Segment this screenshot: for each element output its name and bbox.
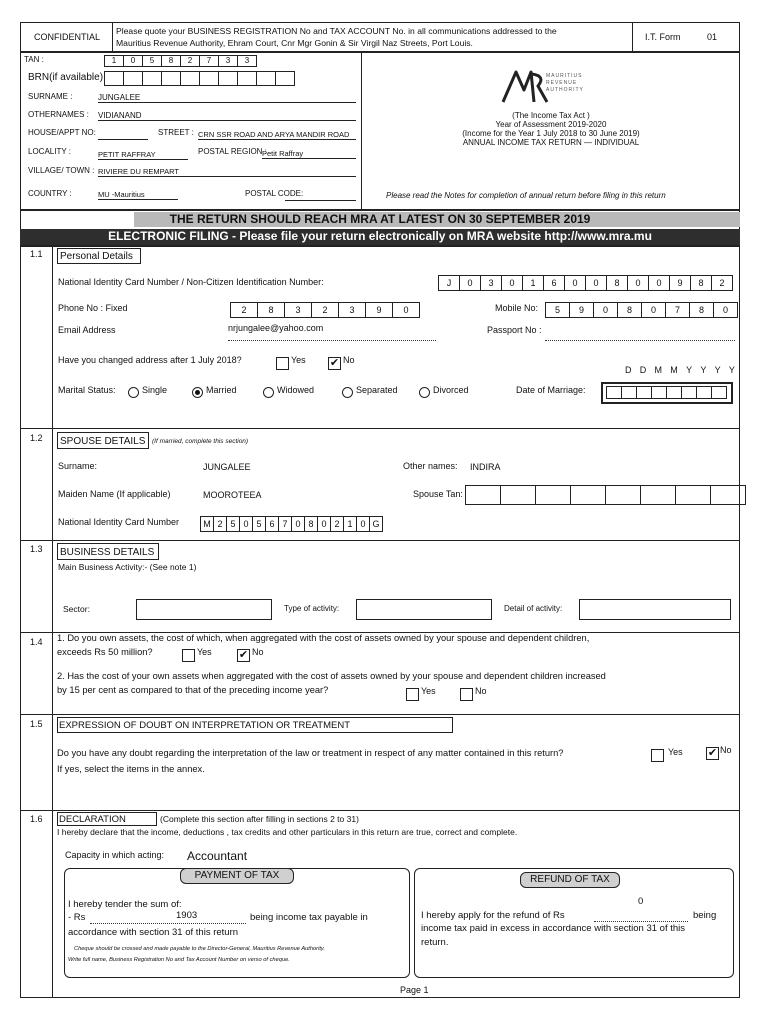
divorced-label: Divorced — [433, 385, 469, 395]
assets-q1-yes-checkbox[interactable] — [182, 649, 195, 662]
capacity-label: Capacity in which acting: — [65, 850, 165, 860]
refund-line3: return. — [421, 937, 449, 948]
email-label: Email Address — [58, 325, 116, 335]
detail-of-activity-label: Detail of activity: — [504, 604, 563, 613]
doubt-yes-label: Yes — [668, 747, 683, 757]
refund-line2: income tax paid in excess in accordance with section 31 of this — [421, 923, 686, 934]
spouse-tan-cells[interactable] — [465, 485, 746, 505]
type-of-activity-input[interactable] — [356, 599, 492, 620]
surname-label: SURNAME : — [28, 92, 73, 101]
tan-digit: 2 — [180, 55, 200, 67]
pay-line2: being income tax payable in — [250, 912, 368, 923]
nic-label: National Identity Card Number / Non-Citizen Identification Number: — [58, 277, 324, 287]
postal-code-label: POSTAL CODE: — [245, 189, 304, 198]
return-title: ANNUAL INCOME TAX RETURN — INDIVIDUAL — [462, 138, 640, 147]
address-yes-label: Yes — [291, 355, 306, 365]
section-1-3-number: 1.3 — [30, 544, 43, 554]
section-1-4-number: 1.4 — [30, 637, 43, 647]
house-label: HOUSE/APPT NO: — [28, 128, 96, 137]
street-value: CRN SSR ROAD AND ARYA MANDIR ROAD — [198, 131, 356, 140]
spouse-othernames-label: Other names: — [403, 461, 458, 471]
refund-amount: 0 — [638, 896, 644, 907]
tan-label: TAN : — [24, 55, 44, 64]
maiden-name-label: Maiden Name (If applicable) — [58, 489, 171, 499]
payment-title: PAYMENT OF TAX — [180, 868, 294, 884]
declaration-note: (Complete this section after filling in sections 2 to 31) — [160, 814, 359, 824]
mra-logo-line3: AUTHORITY — [546, 87, 584, 93]
mra-logo-mark-icon — [500, 66, 550, 106]
assets-q1-line1: 1. Do you own assets, the cost of which, when aggregated with the cost of assets owned by your spouse and dependent children, — [57, 633, 590, 643]
cheque-note-2: Write full name, Business Registration No and Tax Account Number on verso of cheque. — [68, 957, 290, 963]
tan-digit: 0 — [123, 55, 143, 67]
assets-q1-no-checkbox[interactable]: ✔ — [238, 649, 249, 661]
spouse-surname-label: Surname: — [58, 461, 98, 471]
separated-label: Separated — [356, 385, 398, 395]
pay-line3: accordance with section 31 of this return — [68, 927, 239, 938]
country-label: COUNTRY : — [28, 189, 72, 198]
nic-cells: J 0 3 0 1 6 0 0 8 0 0 9 8 2 — [438, 275, 733, 291]
doubt-title: EXPRESSION OF DOUBT ON INTERPRETATION OR TREATMENT — [59, 720, 351, 731]
marital-label: Marital Status: — [58, 385, 116, 395]
spouse-nic-label: National Identity Card Number — [58, 517, 180, 527]
address-no-label: No — [343, 355, 355, 365]
personal-details-label: Personal Details — [60, 251, 133, 262]
pay-amount: 1903 — [176, 910, 198, 921]
doubt-no-checkbox[interactable]: ✔ — [707, 747, 718, 759]
cheque-note-1: Cheque should be crossed and made payable to the Director-General, Mauritius Revenue Authority. — [74, 946, 325, 952]
tan-digit: 1 — [104, 55, 124, 67]
spouse-othernames: INDIRA — [470, 462, 501, 472]
doubt-question: Do you have any doubt regarding the interpretation of the law or treatment in respect of any matter contained in this return? — [57, 748, 564, 758]
brn-label: BRN(if available) — [28, 72, 104, 83]
assets-q1-no-label: No — [252, 647, 264, 657]
pay-line1: I hereby tender the sum of: — [68, 899, 182, 910]
business-title: BUSINESS DETAILS — [60, 547, 155, 558]
section-1-2-number: 1.2 — [30, 433, 43, 443]
mobile-cells: 5 9 0 8 0 7 8 0 — [545, 302, 738, 318]
assets-q1-line2: exceeds Rs 50 million? — [57, 647, 153, 657]
mobile-label: Mobile No: — [495, 303, 539, 313]
pay-rs-label: - Rs — [68, 912, 86, 923]
mra-logo-line1: MAURITIUS — [546, 73, 583, 79]
address-yes-checkbox[interactable] — [276, 357, 289, 370]
income-year: (Income for the Year 1 July 2018 to 30 June 2019) — [462, 129, 640, 138]
efiling-banner: ELECTRONIC FILING - Please file your return electronically on MRA website http://www.mra.mu — [108, 229, 652, 243]
widowed-label: Widowed — [277, 385, 315, 395]
header-notice-2: Mauritius Revenue Authority, Ehram Court, Cnr Mgr Gonin & Sir Virgil Naz Streets, Port Louis. — [116, 38, 473, 48]
deadline-banner: THE RETURN SHOULD REACH MRA AT LATEST ON 30 SEPTEMBER 2019 — [169, 212, 591, 226]
date-of-marriage-label: Date of Marriage: — [516, 385, 586, 395]
tan-digit: 3 — [218, 55, 238, 67]
tan-digit: 5 — [142, 55, 162, 67]
refund-being: being — [693, 910, 717, 921]
spouse-note: (If married, complete this section) — [152, 438, 249, 445]
page-number: Page 1 — [400, 985, 429, 995]
village-label: VILLAGE/ TOWN : — [28, 166, 95, 175]
sector-label: Sector: — [63, 604, 90, 614]
locality-value: PETIT RAFFRAY — [98, 151, 188, 160]
type-of-activity-label: Type of activity: — [284, 604, 340, 613]
sector-input[interactable] — [136, 599, 272, 620]
form-label: I.T. Form — [645, 32, 681, 42]
maiden-name: MOOROTEEA — [203, 490, 262, 500]
assets-q2-no-checkbox[interactable] — [460, 688, 473, 701]
divorced-radio[interactable] — [419, 387, 430, 398]
header-notice-1: Please quote your BUSINESS REGISTRATION No and TAX ACCOUNT No. in all communications addressed to the — [116, 26, 557, 36]
assets-q1-yes-label: Yes — [197, 647, 212, 657]
street-label: STREET : — [158, 128, 194, 137]
postal-region-value: Petit Raffray — [262, 150, 356, 159]
village-value: RIVIERE DU REMPART — [98, 168, 356, 177]
declaration-title: DECLARATION — [59, 814, 126, 825]
main-activity-label: Main Business Activity:- (See note 1) — [58, 562, 197, 572]
section-1-6-number: 1.6 — [30, 814, 43, 824]
section-1-1-number: 1.1 — [30, 249, 43, 259]
mra-logo-line2: REVENUE — [546, 80, 578, 86]
single-radio[interactable] — [128, 387, 139, 398]
phone-label: Phone No : Fixed — [58, 303, 128, 313]
phone-cells: 2 8 3 2 3 9 0 — [230, 302, 420, 318]
country-value: MU -Mauritius — [98, 191, 178, 200]
assets-q2-line1: 2. Has the cost of your own assets when aggregated with the cost of assets owned by your spouse and dependent children increased — [57, 671, 606, 681]
assets-q2-yes-label: Yes — [421, 686, 436, 696]
spouse-title: SPOUSE DETAILS — [60, 436, 146, 447]
section-1-5-number: 1.5 — [30, 719, 43, 729]
widowed-radio[interactable] — [263, 387, 274, 398]
surname-value: JUNGALEE — [98, 94, 356, 103]
postal-region-label: POSTAL REGION : — [198, 147, 267, 156]
tan-digit: 7 — [199, 55, 219, 67]
assets-q2-yes-checkbox[interactable] — [406, 688, 419, 701]
email-value: nrjungalee@yahoo.com — [228, 323, 324, 333]
detail-of-activity-input[interactable] — [579, 599, 731, 620]
confidential-label: CONFIDENTIAL — [34, 32, 101, 42]
assessment-year: Year of Assessment 2019-2020 — [495, 120, 607, 129]
othernames-value: VIDIANAND — [98, 112, 356, 121]
locality-label: LOCALITY : — [28, 147, 71, 156]
act-title: (The Income Tax Act ) — [512, 111, 590, 120]
separated-radio[interactable] — [342, 387, 353, 398]
address-no-checkbox[interactable]: ✔ — [329, 357, 340, 369]
married-radio[interactable] — [192, 387, 203, 398]
spouse-nic-cells: M 2 5 0 5 6 7 0 8 0 2 1 0 G — [200, 516, 383, 532]
declaration-statement: I hereby declare that the income, deductions , tax credits and other particulars in this return are true, correct and complete. — [57, 827, 518, 837]
married-label: Married — [206, 385, 237, 395]
date-format-row: D D M M Y Y Y Y — [625, 365, 735, 375]
mra-logo — [500, 66, 590, 106]
refund-line1: I hereby apply for the refund of Rs — [421, 910, 565, 921]
othernames-label: OTHERNAMES : — [28, 110, 89, 119]
passport-label: Passport No : — [487, 325, 542, 335]
tan-digit: 3 — [237, 55, 257, 67]
brn-cells[interactable] — [104, 71, 295, 86]
form-number: 01 — [707, 32, 718, 42]
notes-instruction: Please read the Notes for completion of annual return before filing in this return — [386, 191, 666, 200]
assets-q2-no-label: No — [475, 686, 487, 696]
doubt-yes-checkbox[interactable] — [651, 749, 664, 762]
spouse-tan-label: Spouse Tan: — [413, 489, 463, 499]
doubt-no-label: No — [720, 745, 732, 755]
refund-title: REFUND OF TAX — [520, 872, 620, 888]
doubt-annex-note: If yes, select the items in the annex. — [57, 764, 205, 774]
tan-digit: 8 — [161, 55, 181, 67]
spouse-surname: JUNGALEE — [203, 462, 251, 472]
address-change-question: Have you changed address after 1 July 2018? — [58, 355, 242, 365]
single-label: Single — [142, 385, 168, 395]
tan-cells — [104, 55, 257, 67]
capacity-value: Accountant — [187, 849, 248, 863]
assets-q2-line2: by 15 per cent as compared to that of the preceding income year? — [57, 685, 329, 695]
